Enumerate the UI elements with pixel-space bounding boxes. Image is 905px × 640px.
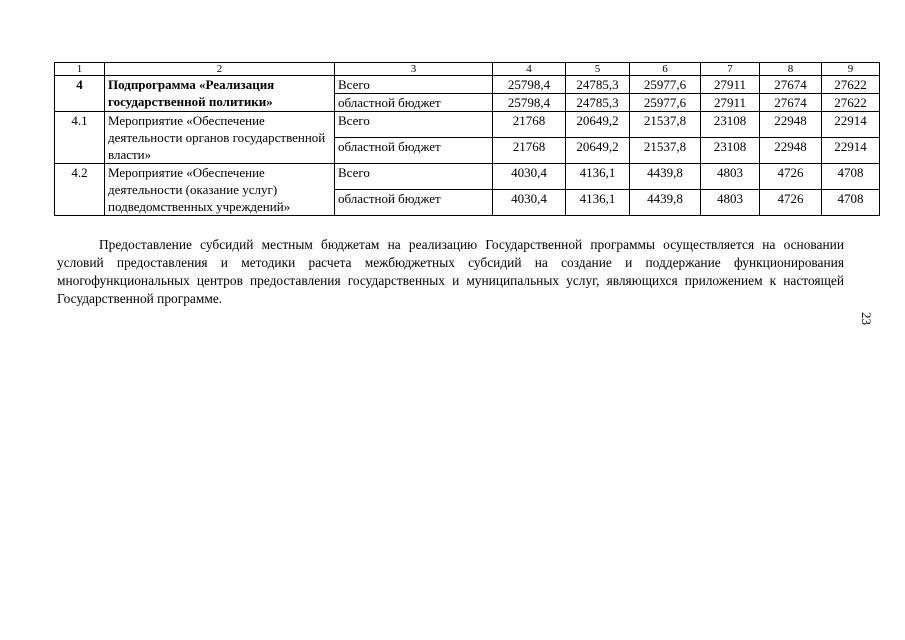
column-header: 4 <box>493 63 566 76</box>
amount-cell: 23108 <box>701 138 760 164</box>
amount-cell: 4030,4 <box>493 190 566 216</box>
column-header: 2 <box>105 63 335 76</box>
amount-cell: 21537,8 <box>630 138 701 164</box>
program-name-cell: Мероприятие «Обеспечение деятельности (оказание услуг) подведомственных учреждений» <box>105 164 335 216</box>
funding-source-cell: Всего <box>335 76 493 94</box>
page-number: 23 <box>859 312 874 325</box>
funding-source-cell: Всего <box>335 112 493 138</box>
funding-source-cell: областной бюджет <box>335 190 493 216</box>
budget-table-body <box>55 63 880 216</box>
column-header: 3 <box>335 63 493 76</box>
amount-cell: 20649,2 <box>566 112 630 138</box>
funding-source-cell: Всего <box>335 164 493 190</box>
amount-cell: 21768 <box>493 138 566 164</box>
amount-cell: 4439,8 <box>630 164 701 190</box>
funding-source-cell: областной бюджет <box>335 94 493 112</box>
amount-cell: 4726 <box>760 164 822 190</box>
amount-cell: 22914 <box>822 138 880 164</box>
table-header-row <box>55 63 880 76</box>
column-header: 9 <box>822 63 880 76</box>
table-row <box>55 76 880 94</box>
amount-cell: 25977,6 <box>630 94 701 112</box>
amount-cell: 22948 <box>760 138 822 164</box>
amount-cell: 4136,1 <box>566 190 630 216</box>
amount-cell: 25798,4 <box>493 76 566 94</box>
amount-cell: 27622 <box>822 94 880 112</box>
table-row <box>55 164 880 190</box>
amount-cell: 27674 <box>760 94 822 112</box>
amount-cell: 4439,8 <box>630 190 701 216</box>
column-header: 5 <box>566 63 630 76</box>
amount-cell: 24785,3 <box>566 94 630 112</box>
amount-cell: 20649,2 <box>566 138 630 164</box>
amount-cell: 27911 <box>701 94 760 112</box>
amount-cell: 25977,6 <box>630 76 701 94</box>
program-name-cell: Мероприятие «Обеспечение деятельности органов государственной власти» <box>105 112 335 164</box>
amount-cell: 4030,4 <box>493 164 566 190</box>
amount-cell: 4726 <box>760 190 822 216</box>
amount-cell: 27911 <box>701 76 760 94</box>
column-header: 8 <box>760 63 822 76</box>
amount-cell: 22948 <box>760 112 822 138</box>
amount-cell: 4803 <box>701 190 760 216</box>
amount-cell: 22914 <box>822 112 880 138</box>
body-paragraph: Предоставление субсидий местным бюджетам на реализацию Государственной программы осуществляется на основании условий предоставления и методики расчета межбюджетных субсидий на создание и поддержание функционирования многофункциональных центров предоставления государственных и муниципальных услуг, являющихся приложением к настоящей Государственной программе. <box>57 237 844 306</box>
table-row <box>55 112 880 138</box>
amount-cell: 4136,1 <box>566 164 630 190</box>
column-header: 6 <box>630 63 701 76</box>
amount-cell: 24785,3 <box>566 76 630 94</box>
amount-cell: 27622 <box>822 76 880 94</box>
program-name-cell: Подпрограмма «Реализация государственной политики» <box>105 76 335 112</box>
amount-cell: 25798,4 <box>493 94 566 112</box>
column-header: 1 <box>55 63 105 76</box>
row-number-cell: 4.2 <box>55 164 105 216</box>
amount-cell: 4708 <box>822 164 880 190</box>
amount-cell: 21768 <box>493 112 566 138</box>
amount-cell: 27674 <box>760 76 822 94</box>
budget-table <box>54 62 880 216</box>
row-number-cell: 4.1 <box>55 112 105 164</box>
amount-cell: 21537,8 <box>630 112 701 138</box>
amount-cell: 4708 <box>822 190 880 216</box>
amount-cell: 4803 <box>701 164 760 190</box>
row-number-cell: 4 <box>55 76 105 112</box>
column-header: 7 <box>701 63 760 76</box>
amount-cell: 23108 <box>701 112 760 138</box>
funding-source-cell: областной бюджет <box>335 138 493 164</box>
